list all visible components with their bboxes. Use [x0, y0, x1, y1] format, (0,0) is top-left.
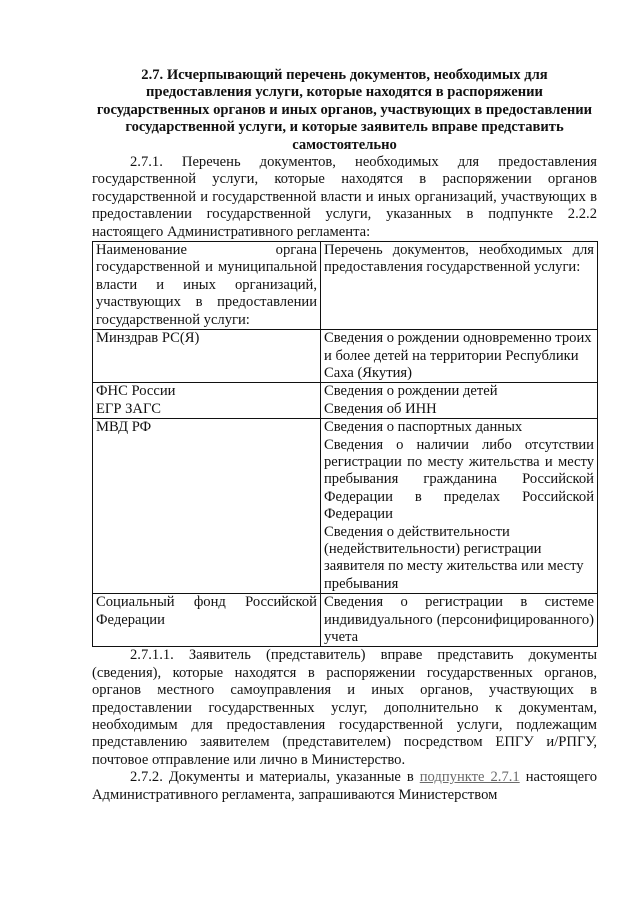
table-row	[93, 594, 598, 647]
paragraph-2-7-2	[92, 769, 597, 804]
docs-cell	[321, 419, 598, 594]
paragraph-2-7-2-start: 2.7.2. Документы и материалы, указанные в	[130, 769, 420, 786]
docs-cell	[321, 330, 598, 383]
header-cell-organization: Наименование органа государственной и муниципальной власти и иных организаций, участвующих в предоставлении государственной услуги:	[93, 242, 321, 330]
doc-item: Сведения о наличии либо отсутствии регистрации по месту жительства и месту пребывания гражданина Российской Федерации в пределах Российской Федерации	[324, 436, 594, 523]
doc-item: Сведения об ИНН	[324, 400, 437, 417]
org-cell	[93, 383, 321, 419]
doc-item: Сведения о регистрации в системе индивидуального (персонифицированного) учета	[324, 594, 594, 645]
docs-cell	[321, 383, 598, 419]
org-cell	[93, 330, 321, 383]
docs-cell	[321, 594, 598, 647]
table-row	[93, 330, 598, 383]
table-row	[93, 383, 598, 419]
org-cell	[93, 419, 321, 594]
org-name: Социальный фонд Российской Федерации	[96, 594, 317, 628]
org-name: ЕГР ЗАГС	[96, 400, 161, 417]
doc-item: Сведения о рождении одновременно троих и более детей на территории Республики Саха (Якутия)	[324, 330, 592, 381]
paragraph-2-7-1-1: 2.7.1.1. Заявитель (представитель) вправе представить документы (сведения), которые находятся в распоряжении государственных органов, органов местного самоуправления и иных органов, участвующих в предоставлении государственных услуг, дополнительно к документам, необходимым для предоставления государственной услуги, подлежащим представлению заявителем (представителем) посредством ЕПГУ и/РПГУ, почтовое отправление или лично в Министерство.	[92, 647, 597, 768]
section-heading: 2.7. Исчерпывающий перечень документов, необходимых для предоставления услуги, которые находятся в распоряжении государственных органов и иных органов, участвующих в предоставлении государственной услуги, и которые заявитель вправе представить самостоятельно	[96, 67, 593, 153]
documents-table	[92, 241, 598, 647]
paragraph-2-7-1: 2.7.1. Перечень документов, необходимых для предоставления государственной услуги, которые находятся в распоряжении органов государственной и государственной власти и иных организаций, участвующих в предоставлении государственной услуги, указанных в подпункте 2.2.2 настоящего Административного регламента:	[92, 154, 597, 240]
org-name: МВД РФ	[96, 419, 152, 436]
org-cell	[93, 594, 321, 647]
org-name: ФНС России	[96, 383, 176, 400]
table-row	[93, 419, 598, 594]
table-header-row	[93, 242, 598, 330]
org-name: Минздрав РС(Я)	[96, 330, 200, 347]
header-cell-documents: Перечень документов, необходимых для предоставления государственной услуги:	[321, 242, 598, 330]
document-page	[92, 67, 597, 804]
paragraph-2-7-2-end: настоящего Административного регламента, запрашиваются Министерством	[92, 769, 598, 803]
subclause-2-7-1-link[interactable]: подпункте 2.7.1	[419, 769, 520, 786]
doc-item: Сведения о рождении детей	[324, 383, 498, 400]
doc-item: Сведения о паспортных данных	[324, 419, 523, 436]
doc-item: Сведения о действительности (недействительности) регистрации заявителя по месту жительства или месту пребывания	[324, 523, 584, 592]
